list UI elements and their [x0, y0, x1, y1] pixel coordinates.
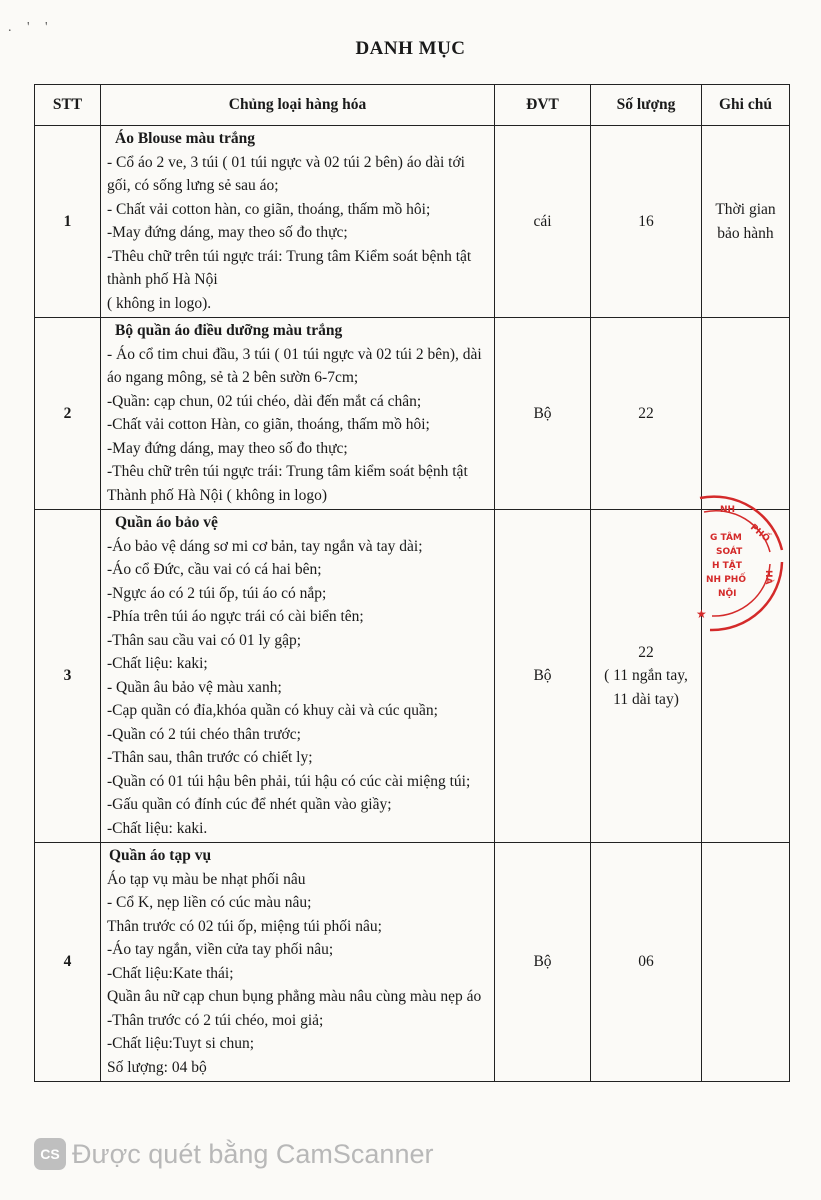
- item-line: -Quần có 01 túi hậu bên phải, túi hậu có cúc cài miệng túi;: [107, 772, 471, 790]
- item-title: Quần áo bảo vệ: [115, 514, 218, 531]
- item-line: -Gấu quần có đính cúc để nhét quần vào giầy;: [107, 796, 392, 813]
- table-row: [35, 318, 790, 510]
- row-unit: Bộ: [495, 510, 591, 843]
- item-line: -Chất liệu: kaki;: [107, 655, 208, 672]
- table-row: [35, 510, 790, 843]
- row-stt: 4: [35, 843, 101, 1082]
- item-line: -Chất liệu:Kate thái;: [107, 964, 234, 982]
- row-quantity: [591, 510, 702, 843]
- camscanner-logo-icon: CS: [34, 1138, 66, 1170]
- item-line: -Áo cổ Đức, cầu vai có cá hai bên;: [107, 561, 322, 578]
- item-line: - Chất vải cotton hàn, co giãn, thoáng, thấm mồ hôi;: [107, 200, 431, 218]
- header-item-type: Chủng loại hàng hóa: [101, 85, 495, 126]
- quantity-detail: ( 11 ngắn tay, 11 dài tay): [604, 667, 688, 708]
- row-description: [101, 843, 495, 1082]
- item-line: - Áo cổ tim chui đầu, 3 túi ( 01 túi ngực và 02 túi 2 bên), dài áo ngang mông, sẻ tà 2 bên sườn 6-7cm;: [107, 345, 482, 386]
- row-note: [702, 318, 790, 510]
- item-title: Bộ quần áo điều dưỡng màu trắng: [115, 322, 343, 339]
- row-unit: Bộ: [495, 843, 591, 1082]
- catalog-table: [34, 84, 790, 1082]
- row-unit: Bộ: [495, 318, 591, 510]
- table-header-row: [35, 85, 790, 126]
- item-line: -Chất liệu: kaki.: [107, 819, 208, 837]
- item-line: -Thân sau, thân trước có chiết ly;: [107, 749, 313, 766]
- seal-text: PHỐ: [748, 522, 772, 545]
- item-line: -May đứng dáng, may theo số đo thực;: [107, 439, 348, 457]
- item-line: -Quần: cạp chun, 02 túi chéo, dài đến mắt cá chân;: [107, 392, 422, 410]
- table-row: [35, 843, 790, 1082]
- row-quantity: 22: [591, 318, 702, 510]
- item-line: -May đứng dáng, may theo số đo thực;: [107, 224, 348, 241]
- item-line: Số lượng: 04 bộ: [107, 1058, 207, 1076]
- row-stt: 1: [35, 126, 101, 318]
- item-line: ( không in logo).: [107, 294, 212, 312]
- quantity-value: 22: [638, 643, 654, 661]
- row-note: Thời gian bảo hành: [702, 126, 790, 318]
- table-row: [35, 126, 790, 318]
- seal-star-icon: ★: [696, 607, 707, 621]
- item-line: -Thân sau cầu vai có 01 ly gập;: [107, 631, 302, 649]
- document-title: DANH MỤC: [355, 38, 466, 59]
- camscanner-watermark: [34, 1135, 433, 1173]
- item-line: Quần âu nữ cạp chun bụng phẳng màu nâu cùng màu nẹp áo: [107, 988, 482, 1005]
- item-line: -Phía trên túi áo ngực trái có cài biển tên;: [107, 608, 364, 625]
- item-line: -Áo tay ngắn, viền cửa tay phối nâu;: [107, 941, 334, 958]
- seal-text: SOÁT: [716, 547, 743, 557]
- item-line: Áo tạp vụ màu be nhạt phối nâu: [107, 870, 306, 888]
- seal-text: NH PHỐ: [706, 575, 746, 585]
- seal-text: HÀ: [763, 570, 773, 585]
- header-stt: STT: [35, 85, 101, 126]
- row-quantity: 16: [591, 126, 702, 318]
- watermark-text: Được quét bằng CamScanner: [72, 1138, 434, 1169]
- item-line: -Thân trước có 2 túi chéo, moi giả;: [107, 1011, 324, 1029]
- row-stt: 3: [35, 510, 101, 843]
- seal-text: G TÂM: [710, 533, 742, 543]
- official-seal: [690, 490, 786, 640]
- row-description: [101, 126, 495, 318]
- row-quantity: 06: [591, 843, 702, 1082]
- item-line: -Chất liệu:Tuyt si chun;: [107, 1035, 255, 1052]
- item-line: -Ngực áo có 2 túi ốp, túi áo có nắp;: [107, 584, 327, 602]
- seal-text: H TẬT: [712, 561, 742, 571]
- scan-speck-marks: . ' ': [8, 20, 54, 35]
- header-unit: ĐVT: [495, 85, 591, 126]
- item-line: Thân trước có 02 túi ốp, miệng túi phối nâu;: [107, 917, 382, 935]
- seal-text: NH: [720, 505, 736, 515]
- row-note: [702, 843, 790, 1082]
- item-line: -Chất vải cotton Hàn, co giãn, thoáng, thấm mồ hôi;: [107, 416, 430, 433]
- item-line: - Cổ K, nẹp liền có cúc màu nâu;: [107, 894, 312, 911]
- item-title: Áo Blouse màu trắng: [115, 130, 255, 147]
- item-line: -Thêu chữ trên túi ngực trái: Trung tâm Kiểm soát bệnh tật thành phố Hà Nội: [107, 247, 472, 288]
- item-line: -Thêu chữ trên túi ngực trái: Trung tâm kiểm soát bệnh tật Thành phố Hà Nội ( không in logo): [107, 463, 468, 504]
- item-line: - Cổ áo 2 ve, 3 túi ( 01 túi ngực và 02 túi 2 bên) áo dài tới gối, có sống lưng sẻ sau áo;: [107, 153, 465, 194]
- item-line: -Áo bảo vệ dáng sơ mi cơ bản, tay ngắn và tay dài;: [107, 537, 423, 555]
- row-description: [101, 318, 495, 510]
- row-description: [101, 510, 495, 843]
- item-line: -Cạp quần có đỉa,khóa quần có khuy cài và cúc quần;: [107, 702, 438, 719]
- row-unit: cái: [495, 126, 591, 318]
- row-stt: 2: [35, 318, 101, 510]
- header-quantity: Số lượng: [591, 85, 702, 126]
- seal-text: NỘI: [718, 589, 737, 599]
- item-title: Quần áo tạp vụ: [109, 847, 212, 864]
- item-line: - Quần âu bảo vệ màu xanh;: [107, 678, 282, 696]
- item-line: -Quần có 2 túi chéo thân trước;: [107, 725, 301, 743]
- header-note: Ghi chú: [702, 85, 790, 126]
